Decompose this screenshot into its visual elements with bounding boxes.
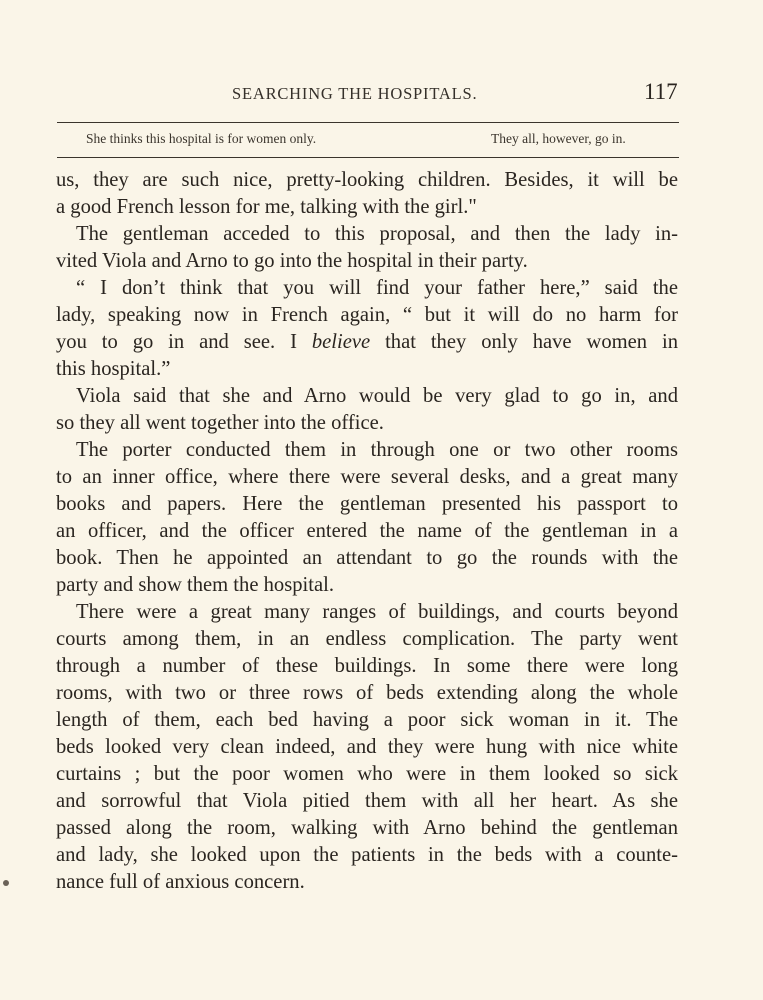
- text-line: lady, speaking now in French again, “ but it will do no harm for: [56, 304, 678, 326]
- text-line: There were a great many ranges of buildings, and courts beyond: [76, 601, 678, 623]
- text-line: book. Then he appointed an attendant to go the rounds with the: [56, 547, 678, 569]
- ink-speck: [3, 880, 9, 886]
- text-line: to an inner office, where there were several desks, and a great many: [56, 466, 678, 488]
- text-line: Viola said that she and Arno would be very glad to go in, and: [76, 385, 678, 407]
- body-text: [56, 167, 678, 896]
- marginal-note-left: She thinks this hospital is for women only.: [86, 131, 317, 146]
- text-line: The gentleman acceded to this proposal, and then the lady in-: [76, 223, 678, 245]
- text-line: books and papers. Here the gentleman presented his passport to: [56, 493, 678, 515]
- text-line: courts among them, in an endless complication. The party went: [56, 628, 678, 650]
- text-line: nance full of anxious concern.: [56, 871, 305, 893]
- text-line: vited Viola and Arno to go into the hospital in their party.: [56, 250, 528, 272]
- text-line: passed along the room, walking with Arno behind the gentleman: [56, 817, 678, 839]
- text-line: The porter conducted them in through one or two other rooms: [76, 439, 678, 461]
- text-line: this hospital.”: [56, 358, 171, 380]
- text-line: “ I don’t think that you will find your father here,” said the: [76, 277, 678, 299]
- text-line: and lady, she looked upon the patients in the beds with a counte-: [56, 844, 678, 866]
- marginal-notes-bottom-rule: [57, 157, 679, 158]
- text-line: curtains ; but the poor women who were in them looked so sick: [56, 763, 678, 785]
- text-line: party and show them the hospital.: [56, 574, 334, 596]
- running-head: SEARCHING THE HOSPITALS.: [232, 84, 478, 103]
- text-line: length of them, each bed having a poor sick woman in it. The: [56, 709, 678, 731]
- text-line: so they all went together into the office.: [56, 412, 384, 434]
- text-line: rooms, with two or three rows of beds extending along the whole: [56, 682, 678, 704]
- text-line: and sorrowful that Viola pitied them with all her heart. As she: [56, 790, 678, 812]
- marginal-notes-top-rule: [57, 122, 679, 123]
- text-fragment: you to go in and see. I: [56, 331, 297, 353]
- text-line: [56, 329, 678, 356]
- text-fragment: that they only have women in: [385, 331, 679, 353]
- text-line: a good French lesson for me, talking with the girl.": [56, 196, 477, 218]
- emphasis-word: believe: [311, 331, 371, 353]
- marginal-note-right: They all, however, go in.: [491, 131, 626, 146]
- text-line: an officer, and the officer entered the name of the gentleman in a: [56, 520, 678, 542]
- text-line: beds looked very clean indeed, and they were hung with nice white: [56, 736, 678, 758]
- text-line: us, they are such nice, pretty-looking children. Besides, it will be: [56, 169, 678, 191]
- text-line: through a number of these buildings. In some there were long: [56, 655, 678, 677]
- page-number: 117: [644, 79, 678, 104]
